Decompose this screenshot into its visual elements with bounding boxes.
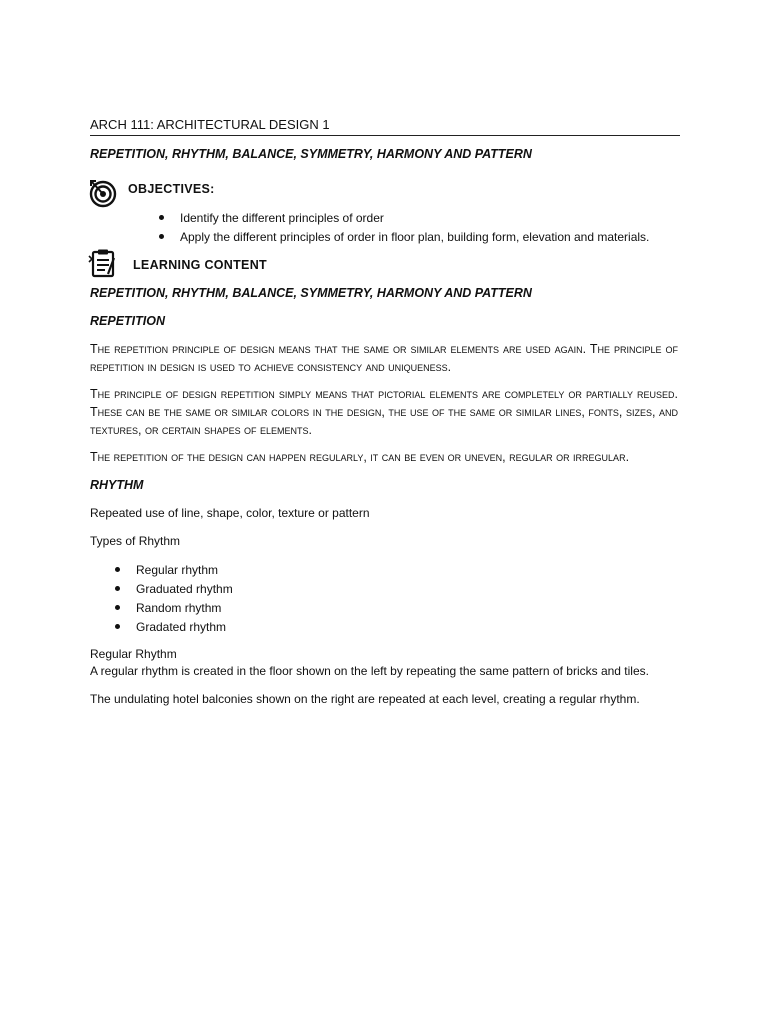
course-header: ARCH 111: ARCHITECTURAL DESIGN 1 bbox=[90, 116, 680, 136]
rhythm-type-item: Random rhythm bbox=[92, 599, 492, 618]
repetition-heading: REPETITION bbox=[90, 314, 166, 328]
topic-title: REPETITION, RHYTHM, BALANCE, SYMMETRY, HARMONY AND PATTERN bbox=[90, 147, 532, 161]
objective-item: Apply the different principles of order in floor plan, building form, elevation and materials. bbox=[136, 228, 696, 247]
clipboard-icon bbox=[88, 248, 120, 278]
learning-content-label: LEARNING CONTENT bbox=[133, 258, 267, 272]
learning-content-title: REPETITION, RHYTHM, BALANCE, SYMMETRY, HARMONY AND PATTERN bbox=[90, 286, 532, 300]
rhythm-type-item: Regular rhythm bbox=[92, 561, 492, 580]
objectives-label: OBJECTIVES: bbox=[128, 182, 215, 196]
target-icon bbox=[88, 178, 118, 208]
regular-rhythm-heading: Regular Rhythm bbox=[90, 647, 177, 661]
regular-rhythm-paragraph-2: The undulating hotel balconies shown on the right are repeated at each level, creating a regular rhythm. bbox=[90, 692, 640, 706]
regular-rhythm-paragraph-1: A regular rhythm is created in the floor shown on the left by repeating the same pattern of bricks and tiles. bbox=[90, 664, 649, 678]
repetition-paragraph-3: The repetition of the design can happen regularly, it can be even or uneven, regular or irregular. bbox=[90, 450, 630, 464]
rhythm-type-item: Gradated rhythm bbox=[92, 618, 492, 637]
repetition-paragraph-1: The repetition principle of design means that the same or similar elements are used again. The principle of repetition in design is used to achieve consistency and uniqueness. bbox=[90, 342, 678, 374]
rhythm-types-list bbox=[92, 561, 492, 637]
objective-item: Identify the different principles of order bbox=[136, 209, 696, 228]
repetition-paragraph-2: The principle of design repetition simply means that pictorial elements are completely or partially reused. These can be the same or similar colors in the design, the use of the same or similar lines, fonts, sizes, and textures, or certain shapes of elements. bbox=[90, 387, 678, 437]
rhythm-types-label: Types of Rhythm bbox=[90, 534, 181, 548]
rhythm-definition: Repeated use of line, shape, color, texture or pattern bbox=[90, 506, 370, 520]
objectives-list bbox=[136, 209, 696, 247]
rhythm-heading: RHYTHM bbox=[90, 478, 144, 492]
rhythm-type-item: Graduated rhythm bbox=[92, 580, 492, 599]
